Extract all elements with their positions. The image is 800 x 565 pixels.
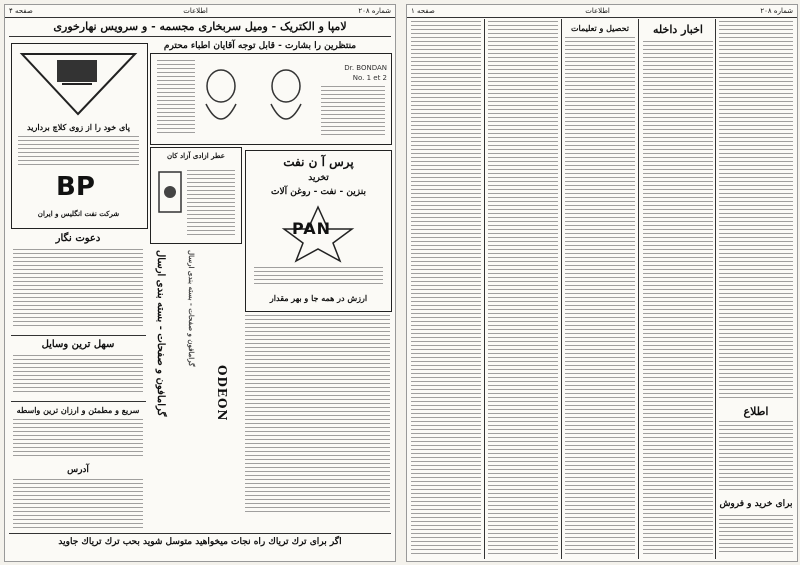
invitation-headline: دعوت نگار xyxy=(55,233,101,244)
vertical-ad-second: گرامافون و صفحات - بسته بندی ارسال xyxy=(187,250,196,367)
address-text xyxy=(13,479,143,531)
lungs-icon xyxy=(271,104,301,119)
right-page xyxy=(406,4,798,562)
bp-logo: BP xyxy=(56,172,95,202)
medical-ad-box xyxy=(150,53,392,145)
section-news-headline: تحصیل و تعلیمات xyxy=(571,23,629,33)
top-strip-right xyxy=(407,5,797,18)
odeon-label: ODEON xyxy=(215,365,229,422)
pan-subheadline: تخرید xyxy=(308,173,329,183)
medical-numbers: No. 1 et 2 xyxy=(352,74,387,82)
glasses-ad-headline: پای خود را از زوی کلاچ بردارید xyxy=(27,122,130,132)
left-page xyxy=(4,4,396,562)
column-text xyxy=(411,21,481,555)
car-icon xyxy=(57,60,97,82)
notice-headline: اطلاع xyxy=(743,405,769,418)
pan-products: بنزین - نفت - روغن آلات xyxy=(271,187,366,197)
bp-ad-box xyxy=(11,43,148,229)
bp-company: شرکت نفت انگلیس و ایران xyxy=(37,209,120,218)
issue-label: شماره ۲۰۸ xyxy=(358,7,391,15)
main-headline: لامپا و الکتریک - ومیل سربخاری مجسمه - و سرویس نهارخوری xyxy=(53,20,347,33)
column-text xyxy=(565,37,635,555)
perfume-ad-text xyxy=(187,170,235,236)
lungs-icon xyxy=(206,104,236,119)
doctor-portrait-icon xyxy=(207,70,235,102)
top-strip-left xyxy=(5,5,395,18)
medical-ad-text xyxy=(321,86,385,136)
paper-name: اطلاعات xyxy=(183,7,208,15)
headline-rule xyxy=(9,36,391,37)
column-text xyxy=(643,41,713,555)
perfume-ad-box xyxy=(150,147,242,244)
pan-headline: پرس آ ن نفت xyxy=(283,155,354,169)
vertical-ad: گرامافون و صفحات - بسته بندی ارسال xyxy=(155,250,166,417)
fast-headline: سریع و مطمئن و ارزان ترین واسطه xyxy=(16,405,140,415)
pan-ad-box xyxy=(245,150,392,312)
medical-doctor: Dr. BONDAN xyxy=(344,64,387,72)
loan-text xyxy=(13,355,143,395)
perfume-headline: عطر ازادی آزاد کان xyxy=(167,151,225,160)
page-label: صفحه ۱ xyxy=(411,7,435,15)
bottom-banner: اگر برای ترك تریاك راه نجات میخواهید متوسل شوید بحب ترك تریاك جاوید xyxy=(58,537,342,547)
fast-text xyxy=(13,419,143,459)
glasses-ad-text xyxy=(18,136,139,166)
address-label: آدرس xyxy=(67,465,89,475)
glasses-ad-illustration xyxy=(12,50,145,120)
pan-tagline: ارزش در همه جا و بهر مقدار xyxy=(269,293,368,303)
loan-headline: سهل ترین وسایل xyxy=(41,339,115,350)
invitation-text xyxy=(13,249,143,329)
doctor-portrait-icon xyxy=(272,70,300,102)
column-text xyxy=(488,21,558,555)
issue-label: شماره ۲۰۸ xyxy=(760,7,793,15)
left-page-article-text xyxy=(245,315,390,515)
pan-ad-text xyxy=(254,267,383,287)
pan-logo: PAN xyxy=(292,219,332,238)
page-label: صفحه ۴ xyxy=(9,7,33,15)
domestic-news-headline: اخبار داخله xyxy=(653,23,703,36)
notice-text xyxy=(719,421,793,491)
paper-name: اطلاعات xyxy=(585,7,610,15)
column-text xyxy=(719,21,793,401)
subheadline: منتظرین را بشارت - قابل توجه آقایان اطباء محترم xyxy=(163,41,357,51)
medical-ad-left-text xyxy=(157,60,195,136)
bottom-headline: برای خرید و فروش xyxy=(719,499,793,509)
